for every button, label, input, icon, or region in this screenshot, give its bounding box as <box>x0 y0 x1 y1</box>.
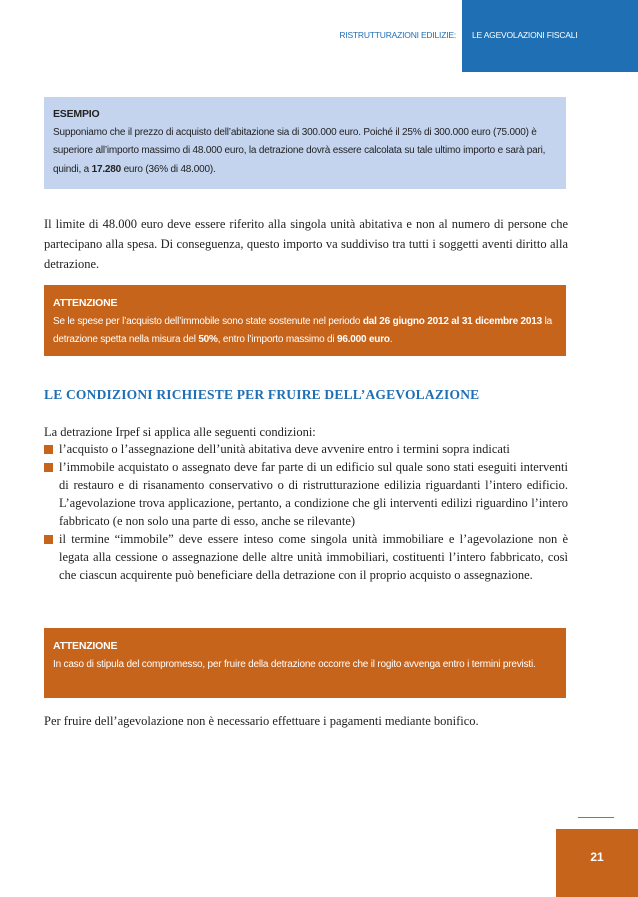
footer-rule <box>578 817 614 818</box>
list-item <box>44 440 568 458</box>
attenzione-text-part: , entro l’importo massimo di <box>217 334 337 345</box>
list-item <box>44 458 568 530</box>
esempio-title: ESEMPIO <box>53 108 100 120</box>
paragraph-bonifico: Per fruire dell’agevolazione non è necessario effettuare i pagamenti mediante bonifico. <box>44 714 479 728</box>
conditions-intro: La detrazione Irpef si applica alle seguenti condizioni: <box>44 425 316 439</box>
esempio-text <box>53 124 558 180</box>
attenzione-box-1 <box>44 285 566 356</box>
esempio-box <box>44 97 566 189</box>
attenzione-period: dal 26 giugno 2012 al 31 dicembre 2013 <box>362 315 543 327</box>
attenzione-text: In caso di stipula del compromesso, per fruire della detrazione occorre che il rogito avvenga entro i termini previsti. <box>53 658 536 670</box>
esempio-text-part: euro (36% di 48.000). <box>120 163 216 175</box>
header-section-tab: LE AGEVOLAZIONI FISCALI <box>462 0 638 72</box>
square-bullet-icon <box>44 445 53 454</box>
attenzione-text-part: Se le spese per l’acquisto dell’immobile sono state sostenute nel periodo <box>53 315 363 327</box>
attenzione-text <box>53 313 558 350</box>
attenzione-max-amount: 96.000 euro <box>336 334 390 345</box>
square-bullet-icon <box>44 463 53 472</box>
conditions-list <box>44 440 568 584</box>
square-bullet-icon <box>44 535 53 544</box>
list-item-text: il termine “immobile” deve essere inteso come singola unità immobiliare e l’agevolazione non è legata alla cessione o assegnazione delle altre unità immobiliari, costituenti l’intero fabbricato, così che ciascun acquirente può beneficiare della detrazione con il proprio acquisto o assegnazione. <box>59 532 568 582</box>
page-number: 21 <box>590 850 604 864</box>
attenzione-title: ATTENZIONE <box>53 297 118 309</box>
list-item-text: l’acquisto o l’assegnazione dell’unità abitativa deve avvenire entro i termini sopra indicati <box>59 442 510 456</box>
section-heading: LE CONDIZIONI RICHIESTE PER FRUIRE DELL’AGEVOLAZIONE <box>44 387 480 402</box>
list-item-text: l’immobile acquistato o assegnato deve far parte di un edificio sul quale sono stati eseguiti interventi di restauro e di risanamento conservativo o di ristrutturazione edilizia riguardanti l’intero edificio. L’agevolazione trova applicazione, pertanto, a condizione che gli interventi edilizi riguardino l’intero fabbricato (e non solo una parte di esso, anche se rilevante) <box>59 460 568 528</box>
attenzione-title: ATTENZIONE <box>53 640 118 652</box>
esempio-text-part: Supponiamo che il prezzo di acquisto dell’abitazione sia di 300.000 euro. Poiché il 25% di 300.000 euro (75.000) è superiore all’importo massimo di 48.000 euro, la detrazione dovrà essere calcolata su tale ultimo importo e sarà pari, quindi, a <box>53 126 546 175</box>
esempio-amount: 17.280 <box>91 163 121 175</box>
header-section-left: RISTRUTTURAZIONI EDILIZIE: <box>339 30 456 40</box>
attenzione-text-part: la detrazione spetta nella misura del <box>53 315 552 345</box>
paragraph-limit: Il limite di 48.000 euro deve essere riferito alla singola unità abitativa e non al numero di persone che partecipano alla spesa. Di conseguenza, questo importo va suddiviso tra tutti i soggetti aventi diritto alla detrazione. <box>44 217 568 271</box>
attenzione-text-part: . <box>389 334 393 345</box>
attenzione-box-2 <box>44 628 566 698</box>
list-item <box>44 530 568 584</box>
attenzione-rate: 50% <box>198 334 218 345</box>
